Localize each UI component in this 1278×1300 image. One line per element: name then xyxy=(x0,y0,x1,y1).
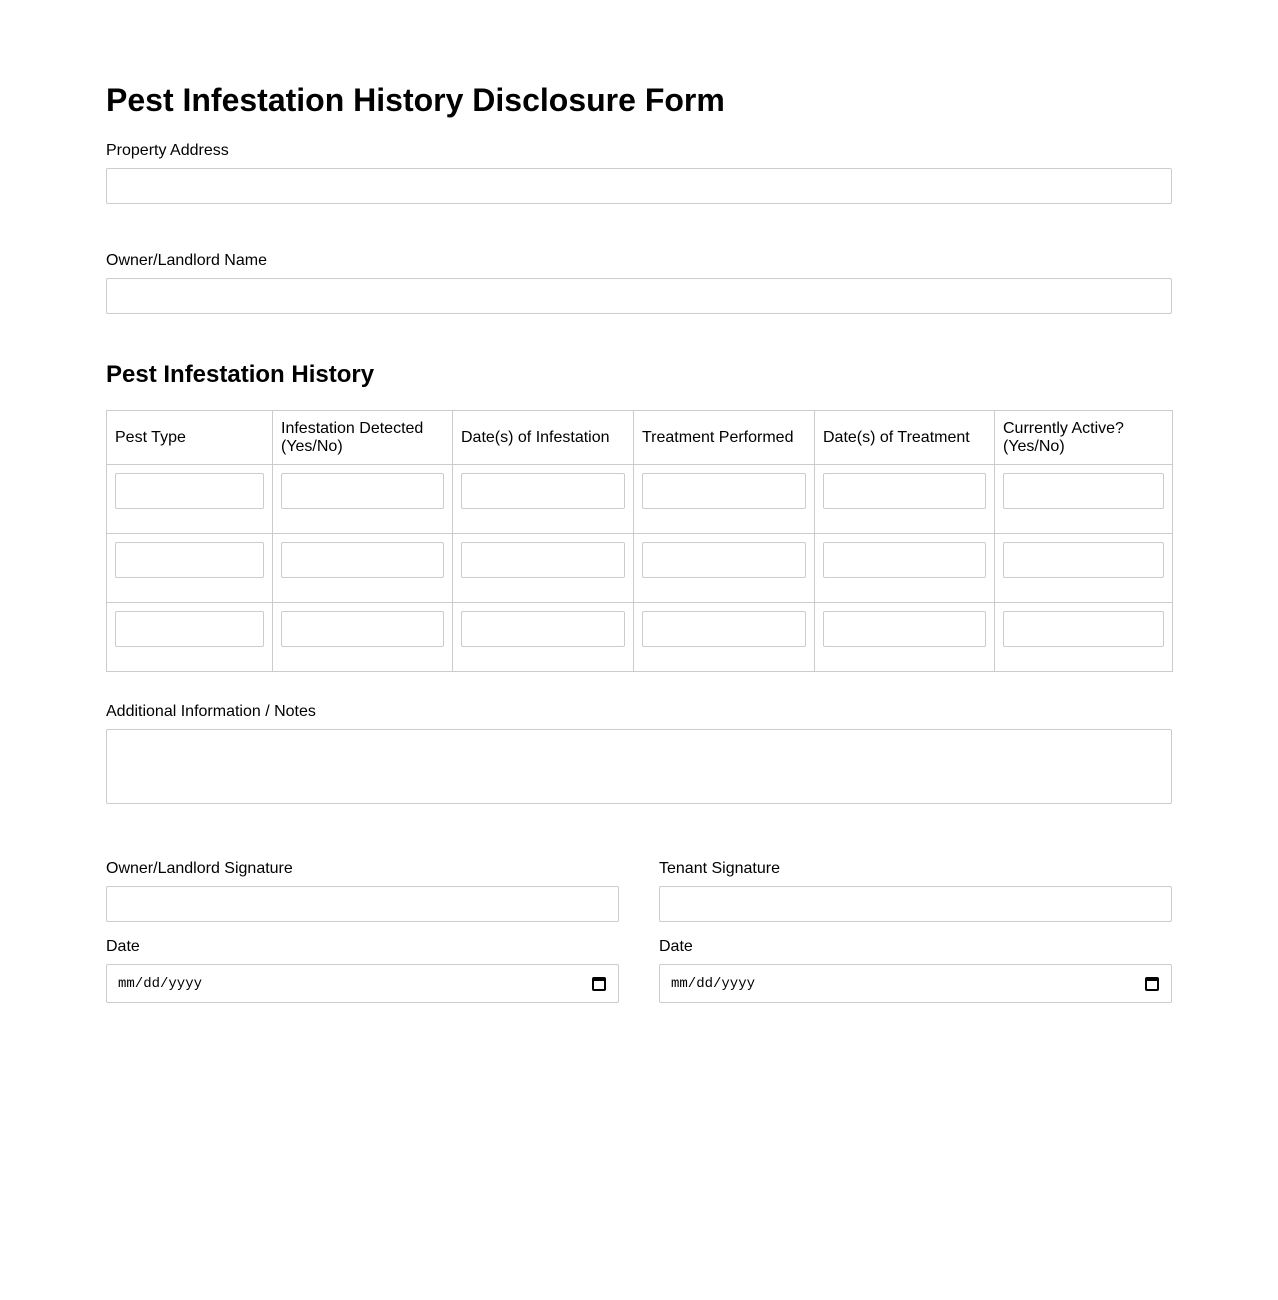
table-header-row xyxy=(107,411,1173,465)
owner-signature-label: Owner/Landlord Signature xyxy=(106,860,293,877)
owner-date-label: Date xyxy=(106,938,140,955)
owner-date-placeholder: mm/dd/yyyy xyxy=(118,975,203,992)
column-header-pest-type: Pest Type xyxy=(107,411,273,465)
currently-active-input[interactable] xyxy=(1003,542,1164,578)
notes-label: Additional Information / Notes xyxy=(106,703,316,720)
treatment-performed-input[interactable] xyxy=(642,473,806,509)
infestation-detected-input[interactable] xyxy=(281,473,444,509)
owner-date-input[interactable] xyxy=(106,964,619,1003)
dates-of-infestation-input[interactable] xyxy=(461,611,625,647)
dates-of-treatment-input[interactable] xyxy=(823,473,986,509)
column-header-infestation-detected: Infestation Detected (Yes/No) xyxy=(273,411,453,465)
tenant-signature-label: Tenant Signature xyxy=(659,860,780,877)
currently-active-input[interactable] xyxy=(1003,473,1164,509)
history-table xyxy=(106,410,1173,672)
currently-active-input[interactable] xyxy=(1003,611,1164,647)
table-row xyxy=(107,534,1173,603)
dates-of-treatment-input[interactable] xyxy=(823,542,986,578)
infestation-detected-input[interactable] xyxy=(281,611,444,647)
dates-of-infestation-input[interactable] xyxy=(461,542,625,578)
pest-type-input[interactable] xyxy=(115,542,264,578)
infestation-detected-input[interactable] xyxy=(281,542,444,578)
tenant-date-input[interactable] xyxy=(659,964,1172,1003)
tenant-signature-input[interactable] xyxy=(659,886,1172,922)
treatment-performed-input[interactable] xyxy=(642,542,806,578)
owner-signature-input[interactable] xyxy=(106,886,619,922)
tenant-date-placeholder: mm/dd/yyyy xyxy=(671,975,756,992)
column-header-currently-active: Currently Active? (Yes/No) xyxy=(995,411,1173,465)
column-header-dates-of-infestation: Date(s) of Infestation xyxy=(453,411,634,465)
property-address-input[interactable] xyxy=(106,168,1172,204)
table-row xyxy=(107,603,1173,672)
calendar-icon[interactable] xyxy=(592,977,606,991)
notes-textarea[interactable] xyxy=(106,729,1172,804)
property-address-label: Property Address xyxy=(106,142,229,159)
page-title: Pest Infestation History Disclosure Form xyxy=(106,82,725,118)
treatment-performed-input[interactable] xyxy=(642,611,806,647)
pest-type-input[interactable] xyxy=(115,473,264,509)
pest-type-input[interactable] xyxy=(115,611,264,647)
table-row xyxy=(107,465,1173,534)
column-header-dates-of-treatment: Date(s) of Treatment xyxy=(815,411,995,465)
owner-name-input[interactable] xyxy=(106,278,1172,314)
dates-of-infestation-input[interactable] xyxy=(461,473,625,509)
tenant-date-label: Date xyxy=(659,938,693,955)
column-header-treatment-performed: Treatment Performed xyxy=(634,411,815,465)
history-section-title: Pest Infestation History xyxy=(106,361,375,388)
calendar-icon[interactable] xyxy=(1145,977,1159,991)
owner-name-label: Owner/Landlord Name xyxy=(106,252,267,269)
dates-of-treatment-input[interactable] xyxy=(823,611,986,647)
